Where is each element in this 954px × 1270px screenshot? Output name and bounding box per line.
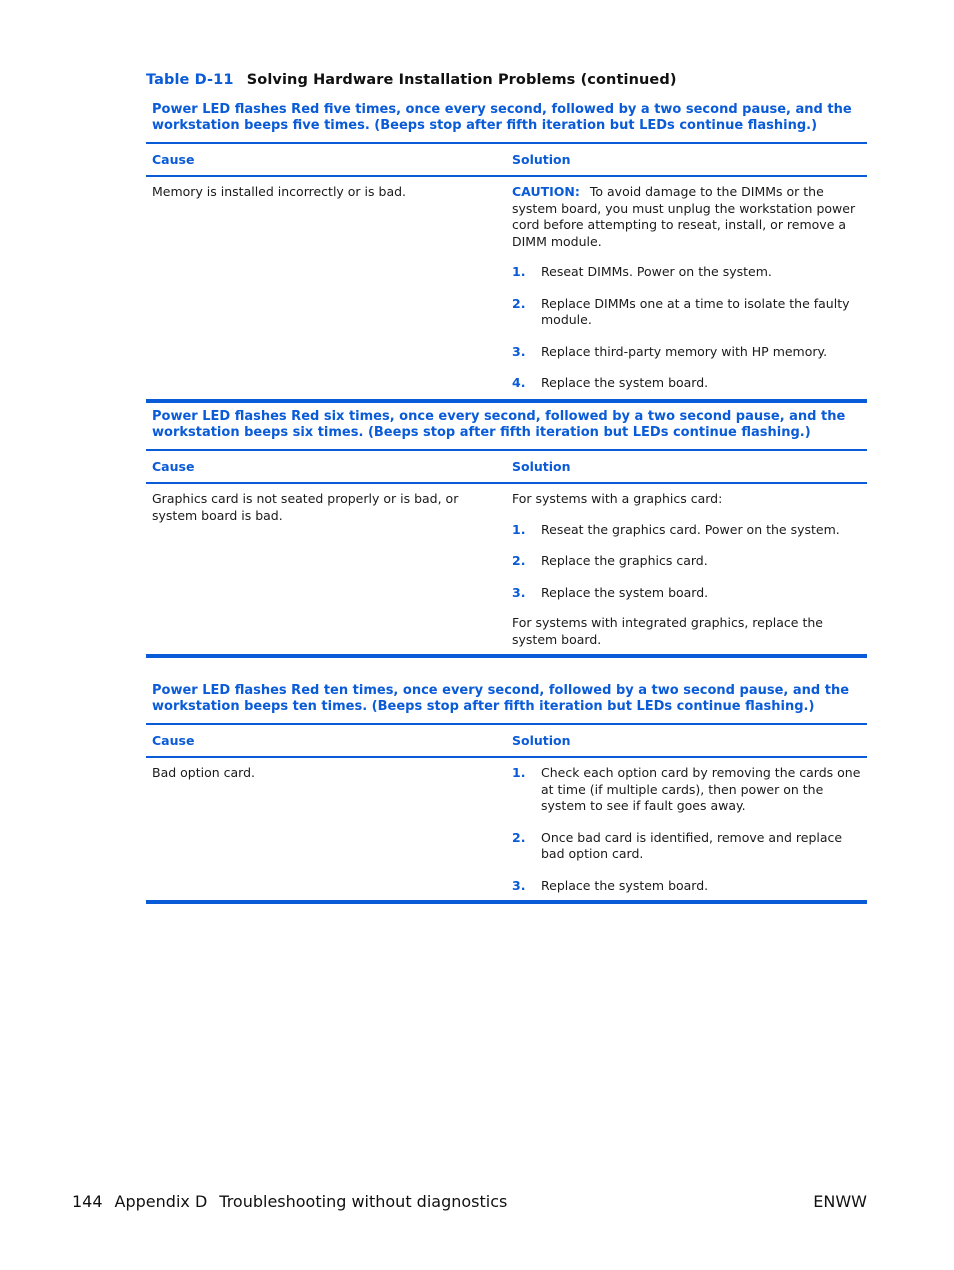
section-six-flashes <box>146 409 867 658</box>
step-text: Replace third-party memory with HP memory. <box>541 343 828 359</box>
step-text: Reseat the graphics card. Power on the system. <box>541 521 840 537</box>
caution-label: CAUTION: <box>512 184 580 199</box>
step-number: 3. <box>512 584 526 600</box>
list-item <box>512 585 863 602</box>
list-item <box>512 264 863 281</box>
step-number: 1. <box>512 264 526 279</box>
page-footer <box>72 1192 867 1211</box>
step-text: Replace the graphics card. <box>541 553 708 568</box>
table-caption <box>146 72 677 88</box>
step-text: Replace the system board. <box>541 584 709 600</box>
page-number: 144 <box>72 1192 103 1211</box>
appendix-label: Appendix D <box>114 1192 208 1211</box>
list-item <box>512 522 863 539</box>
chapter-title: Troubleshooting without diagnostics <box>219 1192 508 1211</box>
cause-header: Cause <box>152 152 195 167</box>
step-number: 4. <box>512 375 526 390</box>
cause-cell: Graphics card is not seated properly or is bad, or system board is bad. <box>152 491 459 523</box>
cause-header: Cause <box>152 459 195 474</box>
caution-text: To avoid damage to the DIMMs or the system board, you must unplug the workstation power cord before attempting to reseat, install, or remove a DIMM module. <box>512 184 856 249</box>
step-number: 1. <box>512 765 526 780</box>
table-number: D-11 <box>194 72 234 88</box>
solution-outro: For systems with integrated graphics, replace the system board. <box>512 615 823 647</box>
solution-header: Solution <box>512 152 571 167</box>
footer-right: ENWW <box>813 1192 867 1211</box>
cause-header: Cause <box>152 733 195 748</box>
footer-left <box>72 1192 507 1211</box>
table-header-row <box>146 144 867 177</box>
caution-note <box>512 184 863 250</box>
list-item <box>512 830 863 863</box>
list-item <box>512 765 863 815</box>
table-header-row <box>146 725 867 758</box>
problem-table <box>146 723 867 904</box>
step-number: 2. <box>512 295 526 311</box>
step-text: Replace the system board. <box>541 877 709 893</box>
problem-table <box>146 449 867 658</box>
step-number: 1. <box>512 521 526 537</box>
solution-header: Solution <box>512 733 571 748</box>
section-heading: Power LED flashes Red ten times, once every second, followed by a two second pause, and the workstation beeps ten times. (Beeps stop after fifth iteration but LEDs continue flashing.) <box>152 683 850 714</box>
section-heading: Power LED flashes Red five times, once every second, followed by a two second pause, and the workstation beeps five times. (Beeps stop after fifth iteration but LEDs continue flashing.) <box>152 102 852 133</box>
section-ten-flashes <box>146 683 867 904</box>
step-number: 2. <box>512 553 526 568</box>
step-text: Check each option card by removing the cards one at time (if multiple cards), then power on the system to see if fault goes away. <box>541 765 861 813</box>
table-label: Table <box>146 72 190 88</box>
solution-header: Solution <box>512 459 571 474</box>
step-text: Once bad card is identified, remove and replace bad option card. <box>541 829 843 861</box>
step-text: Reseat DIMMs. Power on the system. <box>541 264 772 279</box>
section-heading: Power LED flashes Red six times, once every second, followed by a two second pause, and the workstation beeps six times. (Beeps stop after fifth iteration but LEDs continue flashing.) <box>152 409 846 440</box>
list-item <box>512 344 863 361</box>
solution-cell <box>506 184 867 392</box>
list-item <box>512 553 863 570</box>
step-number: 2. <box>512 829 526 845</box>
list-item <box>512 375 863 392</box>
table-row <box>146 177 867 399</box>
list-item <box>512 878 863 895</box>
cause-cell: Bad option card. <box>152 765 256 780</box>
problem-table <box>146 142 867 403</box>
step-number: 3. <box>512 877 526 893</box>
solution-intro: For systems with a graphics card: <box>512 491 723 506</box>
list-item <box>512 296 863 329</box>
table-title: Solving Hardware Installation Problems (continued) <box>246 72 677 88</box>
solution-cell <box>506 491 867 648</box>
step-text: Replace DIMMs one at a time to isolate the faulty module. <box>541 295 850 327</box>
table-header-row <box>146 451 867 484</box>
cause-cell: Memory is installed incorrectly or is bad. <box>152 184 407 199</box>
step-text: Replace the system board. <box>541 375 709 390</box>
section-five-flashes <box>146 102 867 403</box>
step-number: 3. <box>512 343 526 359</box>
table-row <box>146 758 867 900</box>
solution-cell <box>506 765 867 894</box>
table-row <box>146 484 867 654</box>
